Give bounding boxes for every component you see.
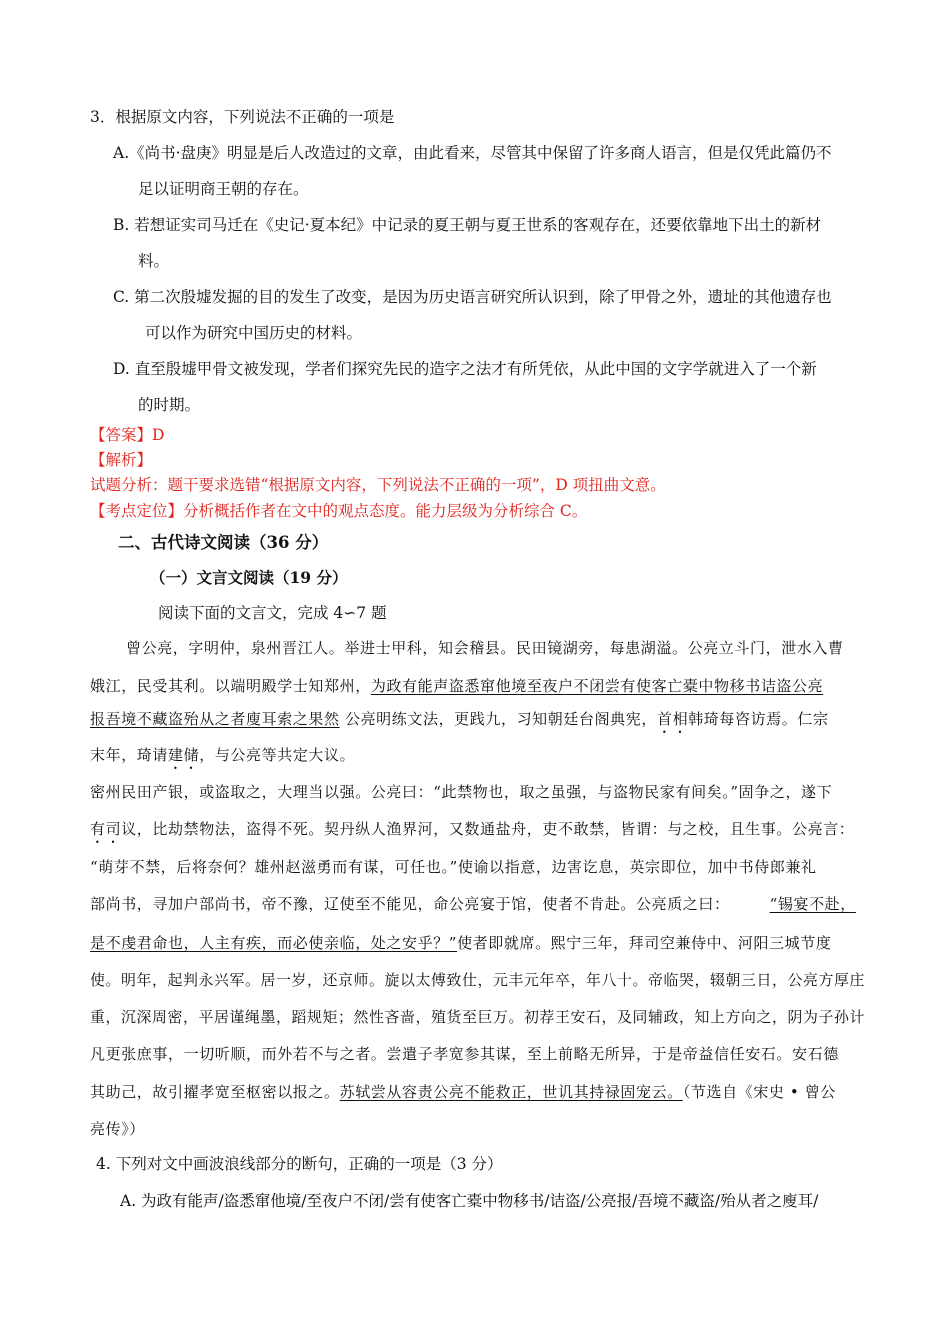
passage-line-2: 娥江，民受其利。以端明殿学士知郑州，为政有能声盗悉窜他境至夜户不闭尝有使客亡橐中物移书诘盗公亮 [90,677,824,695]
passage-line-14: 亮传》） [90,1120,145,1138]
q3-option-b-line2: 料。 [138,252,170,270]
passage-line-10: 使。明年，起判永兴军。居一岁，还京师。旋以太傅致仕，元丰元年卒，年八十。帝临哭，辍朝三日，公亮方厚庄 [90,971,866,989]
passage-line-6: 有司议，比劫禁物法，盗得不死。契丹纵人渔界河，又数通盐舟，吏不敢禁，皆谓：与之校，且生事。公亮言： [90,820,855,838]
dotted-word-yousi: 有司 [90,820,122,838]
passage-line-9: 是不虔君命也，人主有疾，而必使亲临，处之安乎？”使者即就席。熙宁三年，拜司空兼侍中、河阳三城节度 [90,934,832,952]
q3-option-d-line2: 的时期。 [138,396,201,414]
q3-option-a-line1: A.《尚书·盘庚》明显是后人改造过的文章，由此看来，尽管其中保留了许多商人语言，但是仅凭此篇仍不 [113,144,832,162]
q3-option-a-line2: 足以证明商王朝的存在。 [138,180,309,198]
wavy-underline-segment-1: 为政有能声盗悉窜他境至夜户不闭尝有使客亡橐中物移书诘盗公亮 [370,677,824,695]
passage-line-11: 重，沉深周密，平居谨绳墨，蹈规矩；然性吝啬，殖货至巨万。初荐王安石，及同辅政，知上方向之，阴为子孙计 [90,1008,866,1026]
passage-line-4: 末年，琦请建储，与公亮等共定大议。 [90,746,356,764]
passage-line-3: 报吾境不藏盗殆从之者廋耳索之果然 公亮明练文法，更践九，习知朝廷台阁典宪，首相韩琦每咨访焉。仁宗 [90,710,829,728]
underline-segment-5: 苏轼尝从容责公亮不能救正，世讥其持禄固宠云。 [339,1083,683,1101]
q3-option-b-line1: B. 若想证实司马迁在《史记·夏本纪》中记录的夏王朝与夏王世系的客观存在，还要依靠地下出土的新材 [113,216,822,234]
q4-option-a: A. 为政有能声/盗悉窜他境/至夜户不闭/尝有使客亡橐中物移书/诘盗/公亮报/吾境不藏盗/殆从者之廋耳/ [120,1192,819,1210]
kaodian-line: 【考点定位】分析概括作者在文中的观点态度。能力层级为分析综合 C。 [90,502,588,520]
passage-line-12: 凡更张庶事，一切听顺，而外若不与之者。尝遣子孝宽参其谋，至上前略无所异，于是帝益信任安石。安石德 [90,1045,839,1063]
dotted-word-jianchu: 建储 [168,746,200,764]
underline-segment-4: 是不虔君命也，人主有疾，而必使亲临，处之安乎？” [90,934,458,952]
dotted-word-shouxiang: 首相 [656,710,689,728]
passage-line-8: 部尚书，寻加户部尚书，帝不豫，辽使至不能见，命公亮宴于馆，使者不肯赴。公亮质之曰： “锡宴不赴， [90,895,856,913]
q3-option-d-line1: D. 直至殷墟甲骨文被发现，学者们探究先民的造字之法才有所凭依，从此中国的文字学就进入了一个新 [113,360,817,378]
passage-line-1: 曾公亮，字明仲，泉州晋江人。举进士甲科，知会稽县。民田镜湖旁，每患湖溢。公亮立斗门，泄水入曹 [126,639,844,657]
q3-option-c-line1: C. 第二次殷墟发掘的目的发生了改变，是因为历史语言研究所认识到，除了甲骨之外，遗址的其他遗存也 [113,288,832,306]
q3-stem: 3．根据原文内容，下列说法不正确的一项是 [90,108,395,126]
underline-segment-3: “锡宴不赴， [769,895,856,913]
passage-line-13: 其助己，故引擢孝宽至枢密以报之。苏轼尝从容责公亮不能救正，世讥其持禄固宠云。（节选自《宋史 • 曾公 [90,1083,836,1101]
q4-stem: 4. 下列对文中画波浪线部分的断句，正确的一项是（3 分） [96,1155,503,1173]
section2-subtitle: （一）文言文阅读（19 分） [150,568,348,587]
passage-line-7: “萌芽不禁，后将奈何？雄州赵滋勇而有谋，可任也。”使谕以指意，边害讫息，英宗即位，加中书侍郎兼礼 [90,858,817,876]
q3-option-c-line2: 可以作为研究中国历史的材料。 [145,324,363,342]
analysis-label: 【解析】 [90,451,153,469]
section2-title: 二、古代诗文阅读（36 分） [118,533,329,552]
reading-instruction: 阅读下面的文言文，完成 4∽7 题 [158,604,387,622]
passage-line-5: 密州民田产银，或盗取之，大理当以强。公亮曰：“此禁物也，取之虽强，与盗物民家有间矣。”固争之，遂下 [90,783,833,801]
analysis-text: 试题分析：题干要求选错“根据原文内容，下列说法不正确的一项”，D 项扭曲文意。 [90,476,666,494]
answer-line: 【答案】D [90,426,165,444]
wavy-underline-segment-2: 报吾境不藏盗殆从之者廋耳索之果然 [90,710,340,728]
